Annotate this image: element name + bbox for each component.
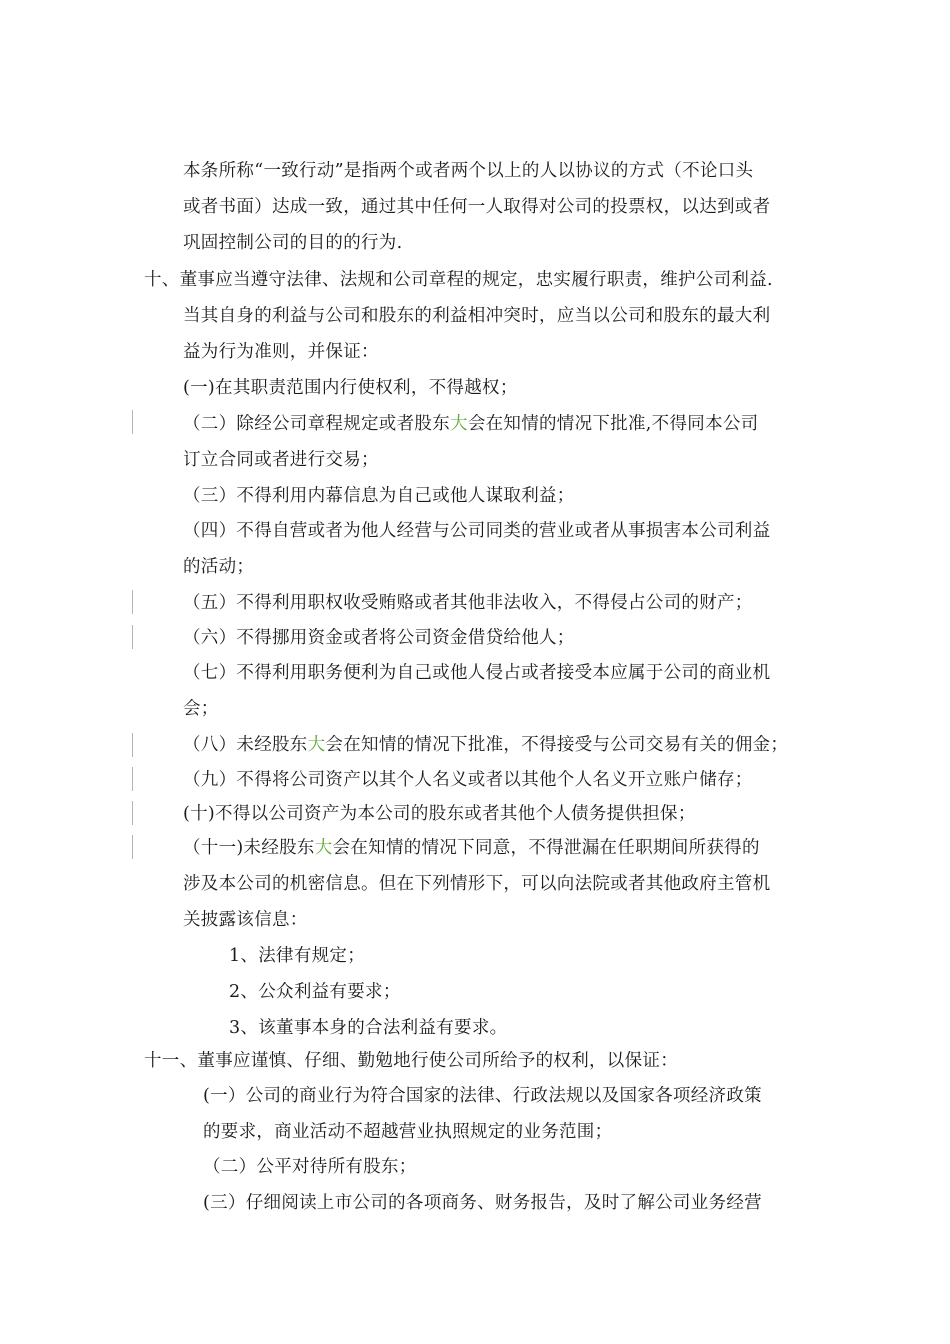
clause-text: 会在知情的情况下批准，不得接受与公司交易有关的佣金； [325, 735, 789, 755]
revision-mark [132, 835, 133, 859]
paragraph-line: 益为行为准则，并保证： [183, 342, 379, 362]
clause-text: 会在知情的情况下同意，不得泄漏在任职期间所获得的 [332, 838, 760, 858]
clause-item: （九）不得将公司资产以其个人名义或者以其他个人名义开立账户储存； [183, 770, 753, 790]
article-heading-10: 十、董事应当遵守法律、法规和公司章程的规定，忠实履行职责，维护公司利益. [144, 270, 773, 290]
highlighted-char: 大 [450, 414, 468, 434]
paragraph-line: 巩固控制公司的目的的行为. [183, 233, 403, 253]
clause-item: (一）公司的商业行为符合国家的法律、行政法规以及国家各项经济政策 [203, 1086, 762, 1106]
revision-mark [132, 590, 133, 614]
clause-item [183, 733, 788, 757]
revision-mark [132, 625, 133, 649]
clause-text: 会在知情的情况下批准,不得同本公司 [467, 414, 759, 434]
clause-item: （二）公平对待所有股东； [203, 1157, 417, 1177]
clause-item: （六）不得挪用资金或者将公司资金借贷给他人； [183, 628, 575, 648]
sub-list-item: 1、法律有规定； [229, 946, 366, 966]
clause-item [183, 412, 758, 436]
paragraph-line: 当其自身的利益与公司和股东的利益相冲突时，应当以公司和股东的最大利 [183, 306, 771, 326]
clause-text: （八）未经股东 [183, 735, 308, 755]
paragraph-line: 本条所称“一致行动”是指两个或者两个以上的人以协议的方式（不论口头 [183, 161, 754, 181]
highlighted-char: 大 [307, 735, 326, 755]
revision-mark [132, 733, 133, 757]
clause-item: (一)在其职责范围内行使权利，不得越权； [183, 378, 518, 398]
clause-item: （七）不得利用职务便利为自己或他人侵占或者接受本应属于公司的商业机 [183, 663, 771, 683]
clause-item: （三）不得利用内幕信息为自己或他人谋取利益； [183, 486, 575, 506]
sub-list-item: 2、公众利益有要求； [229, 982, 401, 1002]
clause-item [183, 836, 760, 860]
paragraph-line: 涉及本公司的机密信息。但在下列情形下，可以向法院或者其他政府主管机 [183, 874, 771, 894]
clause-text: （十一)未经股东 [183, 838, 315, 858]
clause-item: （五）不得利用职权收受贿赂或者其他非法收入，不得侵占公司的财产； [183, 593, 753, 613]
revision-mark [132, 410, 133, 434]
sub-list-item: 3、该董事本身的合法利益有要求。 [229, 1018, 508, 1038]
revision-mark [132, 801, 133, 825]
clause-item: （四）不得自营或者为他人经营与公司同类的营业或者从事损害本公司利益 [183, 521, 771, 541]
paragraph-line: 会； [183, 699, 219, 719]
paragraph-line: 或者书面）达成一致，通过其中任何一人取得对公司的投票权，以达到或者 [183, 197, 771, 217]
clause-item: (三）仔细阅读上市公司的各项商务、财务报告，及时了解公司业务经营 [203, 1193, 762, 1213]
clause-text: （二）除经公司章程规定或者股东 [183, 414, 450, 434]
paragraph-line: 关披露该信息： [183, 910, 308, 930]
highlighted-char: 大 [314, 838, 333, 858]
revision-mark [132, 767, 133, 791]
article-heading-11: 十一、董事应谨慎、仔细、勤勉地行使公司所给予的权利，以保证： [144, 1051, 678, 1071]
paragraph-line: 订立合同或者进行交易； [183, 450, 379, 470]
paragraph-line: 的要求，商业活动不超越营业执照规定的业务范围； [203, 1122, 613, 1142]
paragraph-line: 的活动； [183, 557, 255, 577]
clause-item: (十)不得以公司资产为本公司的股东或者其他个人债务提供担保； [183, 804, 696, 824]
